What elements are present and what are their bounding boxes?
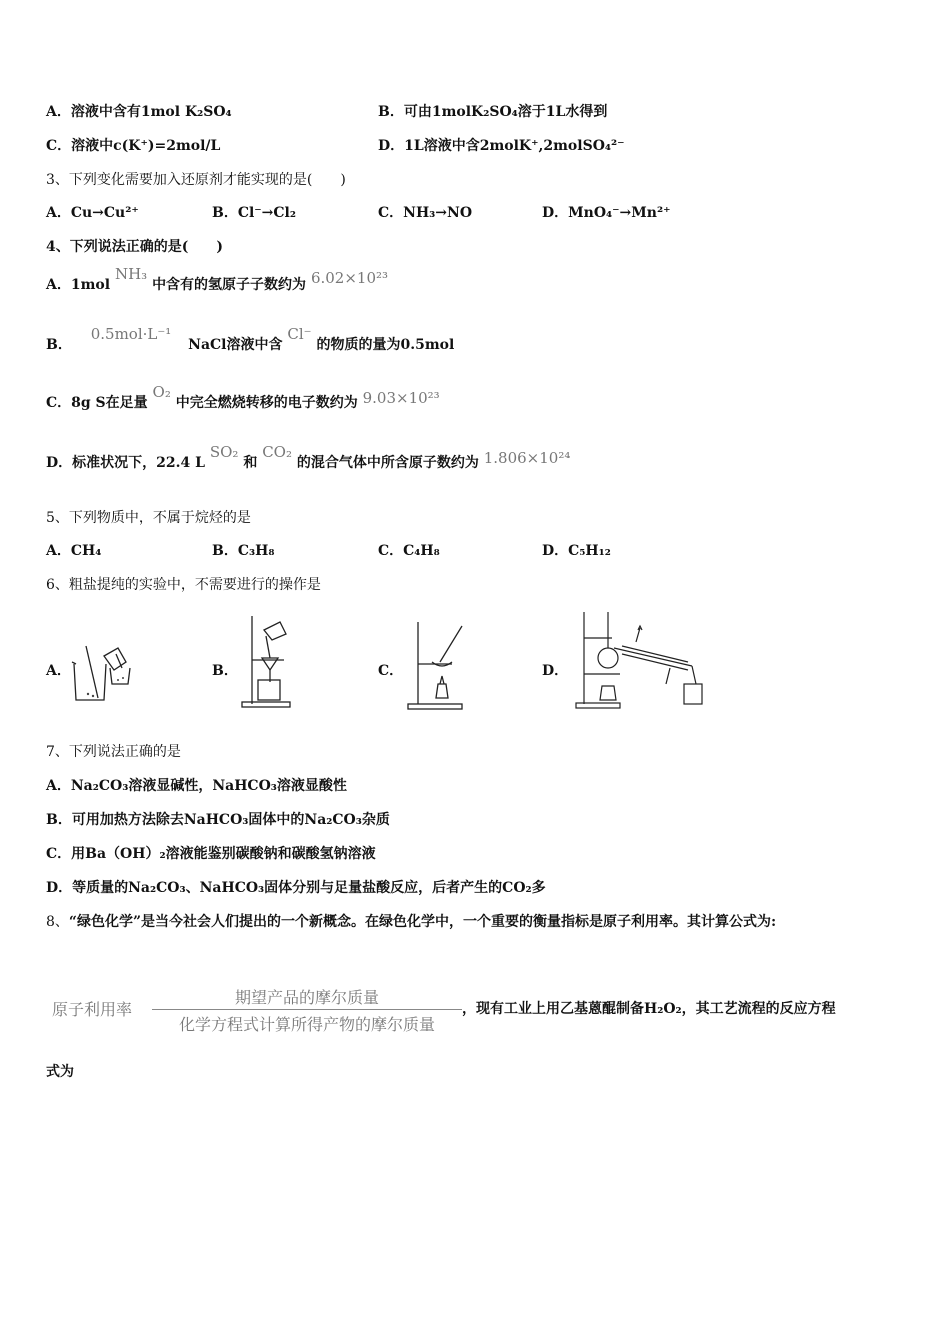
q7-option-a: A．Na₂CO₃溶液显碱性，NaHCO₃溶液显酸性 xyxy=(46,778,347,794)
q4-b-formula-cl: Cl⁻ xyxy=(287,325,312,343)
q8-continuation: 式为 xyxy=(46,1064,74,1080)
q2-option-b: B．可由1molK₂SO₄溶于1L水得到 xyxy=(378,104,608,120)
formula-lhs: 原子利用率 xyxy=(52,1000,133,1019)
q4-b-text: NaCl溶液中含 xyxy=(188,337,283,353)
q2-option-d: D．1L溶液中含2molK⁺,2molSO₄²⁻ xyxy=(378,138,625,154)
formula-numerator: 期望产品的摩尔质量 xyxy=(234,988,379,1007)
q4-c-prefix: C．8g S在足量 xyxy=(46,395,148,411)
q7-option-b: B．可用加热方法除去NaHCO₃固体中的Na₂CO₃杂质 xyxy=(46,812,390,828)
q3-stem: 3、下列变化需要加入还原剂才能实现的是( ) xyxy=(46,172,346,188)
q4-a-formula-avogadro: 6.02×10²³ xyxy=(310,269,389,287)
distillation-apparatus-icon xyxy=(574,608,708,710)
q4-a-text: 中含有的氢原子子数约为 xyxy=(152,277,307,293)
formula-denominator: 化学方程式计算所得产物的摩尔质量 xyxy=(178,1015,435,1034)
q4-option-d xyxy=(46,443,571,473)
q7-stem: 7、下列说法正确的是 xyxy=(46,744,181,760)
evaporation-apparatus-icon xyxy=(402,618,468,710)
q4-d-prefix: D．标准状况下，22.4 L xyxy=(46,455,205,471)
beaker-dissolve-icon xyxy=(66,626,134,706)
q2-option-a: A．溶液中含有1mol K₂SO₄ xyxy=(46,104,232,120)
q4-d-text: 和 xyxy=(243,455,258,471)
q6-option-b-label: B． xyxy=(212,663,238,679)
q6-option-d-label: D． xyxy=(542,663,569,679)
q6-option-a-label: A． xyxy=(46,663,71,679)
q7-option-d: D．等质量的Na₂CO₃、NaHCO₃固体分别与足量盐酸反应，后者产生的CO₂多 xyxy=(46,880,546,896)
q5-option-c: C．C₄H₈ xyxy=(378,543,440,559)
q8-stem-text: “绿色化学”是当今社会人们提出的一个新概念。在绿色化学中，一个重要的衡量指标是原子利用率。其计算公式为: xyxy=(68,914,777,930)
q8-after-formula: ，现有工业上用乙基蒽醌制备H₂O₂，其工艺流程的反应方程 xyxy=(462,1001,836,1017)
q2-option-c: C．溶液中c(K⁺)=2mol/L xyxy=(46,138,221,154)
filtration-apparatus-icon xyxy=(236,612,296,710)
q4-d-formula-number: 1.806×10²⁴ xyxy=(483,449,571,467)
q4-d-text2: 的混合气体中所含原子数约为 xyxy=(296,455,479,471)
q4-d-formula-so2: SO₂ xyxy=(209,443,239,461)
q3-option-b: B．Cl⁻→Cl₂ xyxy=(212,205,297,221)
q8-stem xyxy=(46,912,776,932)
q6-option-c-label: C． xyxy=(378,663,404,679)
q4-c-formula-o2: O₂ xyxy=(152,383,171,401)
q4-c-text: 中完全燃烧转移的电子数约为 xyxy=(175,395,358,411)
q4-option-b xyxy=(46,325,455,355)
q4-d-formula-co2: CO₂ xyxy=(262,443,292,461)
q3-option-d: D．MnO₄⁻→Mn²⁺ xyxy=(542,205,671,221)
q5-option-a: A．CH₄ xyxy=(46,543,102,559)
q7-option-c: C．用Ba（OH）₂溶液能鉴别碳酸钠和碳酸氢钠溶液 xyxy=(46,846,376,862)
q6-stem: 6、粗盐提纯的实验中，不需要进行的操作是 xyxy=(46,577,321,593)
q5-option-d: D．C₅H₁₂ xyxy=(542,543,611,559)
q4-a-formula-nh3: NH₃ xyxy=(114,265,148,283)
fraction-bar xyxy=(152,1009,462,1010)
q4-b-formula-conc: 0.5mol·L⁻¹ xyxy=(90,325,172,343)
q4-option-a xyxy=(46,265,389,295)
q5-stem: 5、下列物质中，不属于烷烃的是 xyxy=(46,510,251,526)
q4-b-text-end: 的物质的量为0.5mol xyxy=(316,337,455,353)
q3-option-a: A．Cu→Cu²⁺ xyxy=(46,205,139,221)
q4-b-prefix: B． xyxy=(46,337,72,353)
q4-c-formula-number: 9.03×10²³ xyxy=(362,389,440,407)
q8-number: 8、 xyxy=(46,914,69,930)
q4-stem: 4、下列说法正确的是( ) xyxy=(46,239,223,255)
atom-economy-formula xyxy=(52,985,472,1035)
q3-option-c: C．NH₃→NO xyxy=(378,205,473,221)
q4-a-prefix: A．1mol xyxy=(46,277,111,293)
q5-option-b: B．C₃H₈ xyxy=(212,543,275,559)
q4-option-c xyxy=(46,383,440,413)
